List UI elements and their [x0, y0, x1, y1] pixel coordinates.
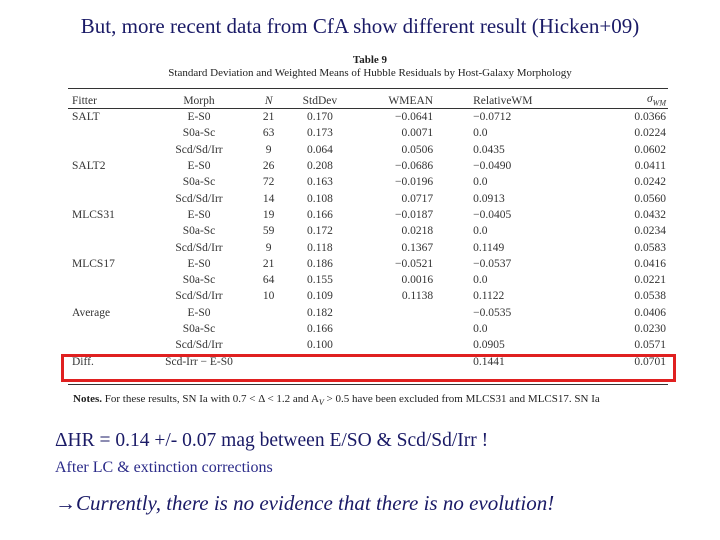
cell-fitter [68, 288, 148, 304]
cell-morph: S0a-Sc [182, 323, 216, 335]
cell-n [250, 305, 287, 321]
cell-morph: E-S0 [187, 257, 211, 270]
table-row [68, 256, 668, 272]
table-row [68, 158, 668, 174]
cell-wmean: −0.0187 [394, 208, 434, 221]
cell-fitter: MLCS31 [72, 208, 115, 221]
cell-morph: Scd/Sd/Irr [175, 241, 223, 254]
cell-stddev: 0.118 [307, 241, 333, 254]
correction-note: After LC & extinction corrections [55, 459, 273, 476]
cell-stddev: 0.208 [306, 160, 333, 173]
cell-stddev: 0.182 [306, 306, 333, 319]
table-row [68, 337, 668, 353]
table-row [68, 190, 668, 206]
table-row [68, 305, 668, 321]
table-row [68, 272, 668, 288]
notes-text: For these results, SN Ia with 0.7 < Δ < 1.2 and A [102, 393, 319, 405]
table-header-row [68, 92, 668, 109]
slide-title: But, more recent data from CfA show different result (Hicken+09) [80, 14, 640, 38]
header-wmean: WMEAN [388, 94, 434, 107]
cell-relwm: 0.0435 [473, 143, 505, 156]
cell-morph: Scd-Irr − E-S0 [165, 355, 233, 368]
cell-sigma: 0.0560 [634, 192, 666, 205]
cell-sigma: 0.0221 [634, 274, 666, 287]
cell-morph: Scd/Sd/Irr [175, 339, 223, 352]
cell-relwm: 0.0 [473, 274, 488, 287]
cell-wmean: −0.0686 [394, 160, 434, 173]
table-row [68, 207, 668, 223]
notes-sub: V [318, 398, 324, 408]
arrow-right-icon: → [55, 491, 76, 515]
cell-sigma: 0.0230 [634, 323, 666, 335]
cell-n: 21 [262, 111, 275, 124]
cell-wmean: 0.0016 [401, 274, 434, 287]
table-title: Table 9 [352, 54, 388, 66]
table-top-rule [68, 88, 668, 89]
cell-morph: E-S0 [187, 306, 211, 319]
cell-relwm: 0.0 [473, 323, 488, 335]
cell-morph: E-S0 [187, 160, 211, 173]
cell-wmean: 0.0218 [401, 225, 434, 238]
header-relwm: RelativeWM [473, 94, 533, 107]
cell-morph: Scd/Sd/Irr [175, 290, 223, 303]
cell-stddev: 0.108 [306, 192, 333, 205]
table-row [68, 125, 668, 141]
cell-sigma: 0.0242 [634, 176, 666, 189]
cell-n: 21 [262, 257, 275, 270]
table-row [68, 174, 668, 190]
header-stddev: StdDev [302, 94, 338, 107]
notes-text-2: > 0.5 have been excluded from MLCS31 and MLCS17. SN Ia [323, 393, 600, 405]
cell-fitter [68, 190, 148, 206]
cell-n: 64 [262, 274, 275, 287]
cell-wmean [353, 305, 443, 321]
cell-stddev: 0.155 [306, 274, 333, 287]
cell-relwm: 0.1149 [473, 241, 505, 254]
cell-n: 14 [262, 192, 275, 205]
cell-fitter: Average [72, 306, 111, 319]
header-fitter: Fitter [72, 94, 97, 107]
header-sigma: $\sigma_{WM}$ [647, 93, 666, 108]
cell-stddev: 0.186 [306, 257, 333, 270]
cell-fitter: Diff. [72, 355, 94, 368]
cell-stddev: 0.173 [306, 127, 333, 140]
cell-n [250, 337, 287, 353]
cell-stddev: 0.172 [306, 225, 333, 238]
table-row [68, 239, 668, 255]
cell-morph: S0a-Sc [182, 127, 216, 140]
cell-relwm: −0.0490 [473, 160, 512, 173]
result-statement: ΔHR = 0.14 +/- 0.07 mag between E/SO & Scd/Sd/Irr ! [55, 430, 489, 451]
cell-n: 72 [262, 176, 275, 189]
diff-row-highlight [61, 354, 676, 382]
cell-morph: E-S0 [187, 208, 211, 221]
table-bottom-rule [68, 384, 668, 385]
table-notes [73, 393, 600, 407]
cell-morph: Scd/Sd/Irr [175, 192, 223, 205]
cell-fitter: SALT [72, 111, 100, 124]
cell-stddev: 0.166 [306, 208, 333, 221]
cell-wmean: 0.0717 [401, 192, 434, 205]
cell-fitter [68, 337, 148, 353]
cell-wmean: −0.0196 [394, 176, 434, 189]
hubble-residuals-table [68, 92, 668, 370]
cell-sigma: 0.0602 [634, 143, 666, 156]
cell-fitter [68, 174, 148, 190]
cell-n: 9 [265, 143, 272, 156]
cell-wmean: −0.0641 [394, 111, 434, 124]
table-row [68, 109, 668, 125]
cell-sigma: 0.0224 [634, 127, 666, 140]
header-morph: Morph [183, 94, 215, 107]
cell-fitter [68, 223, 148, 239]
cell-morph: Scd/Sd/Irr [175, 143, 223, 156]
table-row [68, 288, 668, 304]
cell-n: 19 [262, 208, 275, 221]
table-caption: Standard Deviation and Weighted Means of Hubble Residuals by Host-Galaxy Morphology [168, 67, 572, 79]
cell-sigma: 0.0583 [634, 241, 666, 254]
cell-relwm: 0.0913 [473, 192, 505, 205]
conclusion [55, 491, 554, 516]
cell-n: 63 [262, 127, 275, 140]
cell-stddev: 0.109 [306, 290, 333, 303]
cell-sigma: 0.0416 [634, 257, 666, 270]
cell-sigma: 0.0701 [634, 355, 666, 368]
cell-sigma: 0.0234 [634, 225, 666, 238]
cell-morph: S0a-Sc [182, 176, 216, 189]
table-row [68, 321, 668, 337]
cell-relwm: −0.0712 [473, 111, 512, 124]
cell-fitter [68, 272, 148, 288]
cell-wmean: 0.0071 [401, 127, 434, 140]
cell-sigma: 0.0406 [634, 306, 666, 319]
cell-fitter: MLCS17 [72, 257, 115, 270]
cell-stddev: 0.064 [306, 143, 333, 156]
cell-wmean: 0.0506 [401, 143, 434, 156]
cell-relwm: 0.0905 [473, 339, 505, 352]
cell-n: 59 [262, 225, 275, 238]
cell-n: 9 [265, 241, 272, 254]
cell-wmean: −0.0521 [394, 257, 434, 270]
table-row [68, 142, 668, 158]
cell-fitter [68, 321, 148, 337]
cell-sigma: 0.0571 [634, 339, 666, 352]
cell-sigma: 0.0538 [634, 290, 666, 303]
cell-n: 10 [262, 290, 275, 303]
cell-stddev: 0.166 [306, 323, 333, 335]
cell-relwm: 0.0 [473, 225, 488, 238]
cell-fitter [68, 239, 148, 255]
cell-stddev: 0.163 [306, 176, 333, 189]
notes-label: Notes. [73, 393, 103, 405]
conclusion-text: Currently, there is no evidence that there is no evolution! [76, 491, 555, 515]
cell-fitter [68, 142, 148, 158]
cell-sigma: 0.0432 [634, 208, 666, 221]
cell-relwm: −0.0405 [473, 208, 512, 221]
cell-wmean: 0.1367 [401, 241, 434, 254]
cell-morph: S0a-Sc [182, 225, 216, 238]
cell-relwm: −0.0535 [473, 306, 512, 319]
table-row [68, 223, 668, 239]
cell-morph: S0a-Sc [182, 274, 216, 287]
cell-relwm: 0.0 [473, 127, 488, 140]
cell-relwm: 0.1441 [473, 355, 505, 368]
cell-wmean: 0.1138 [401, 290, 434, 303]
header-n: N [264, 94, 273, 107]
cell-fitter [68, 125, 148, 141]
cell-wmean [353, 337, 443, 353]
cell-n: 26 [262, 160, 275, 173]
cell-relwm: 0.0 [473, 176, 488, 189]
cell-fitter: SALT2 [72, 160, 106, 173]
cell-sigma: 0.0366 [634, 111, 666, 124]
cell-n [250, 321, 287, 337]
cell-morph: E-S0 [187, 111, 211, 124]
cell-relwm: −0.0537 [473, 257, 512, 270]
cell-sigma: 0.0411 [634, 160, 666, 173]
cell-stddev: 0.100 [306, 339, 333, 352]
cell-stddev: 0.170 [306, 111, 333, 124]
cell-wmean [353, 321, 443, 337]
cell-relwm: 0.1122 [473, 290, 505, 303]
